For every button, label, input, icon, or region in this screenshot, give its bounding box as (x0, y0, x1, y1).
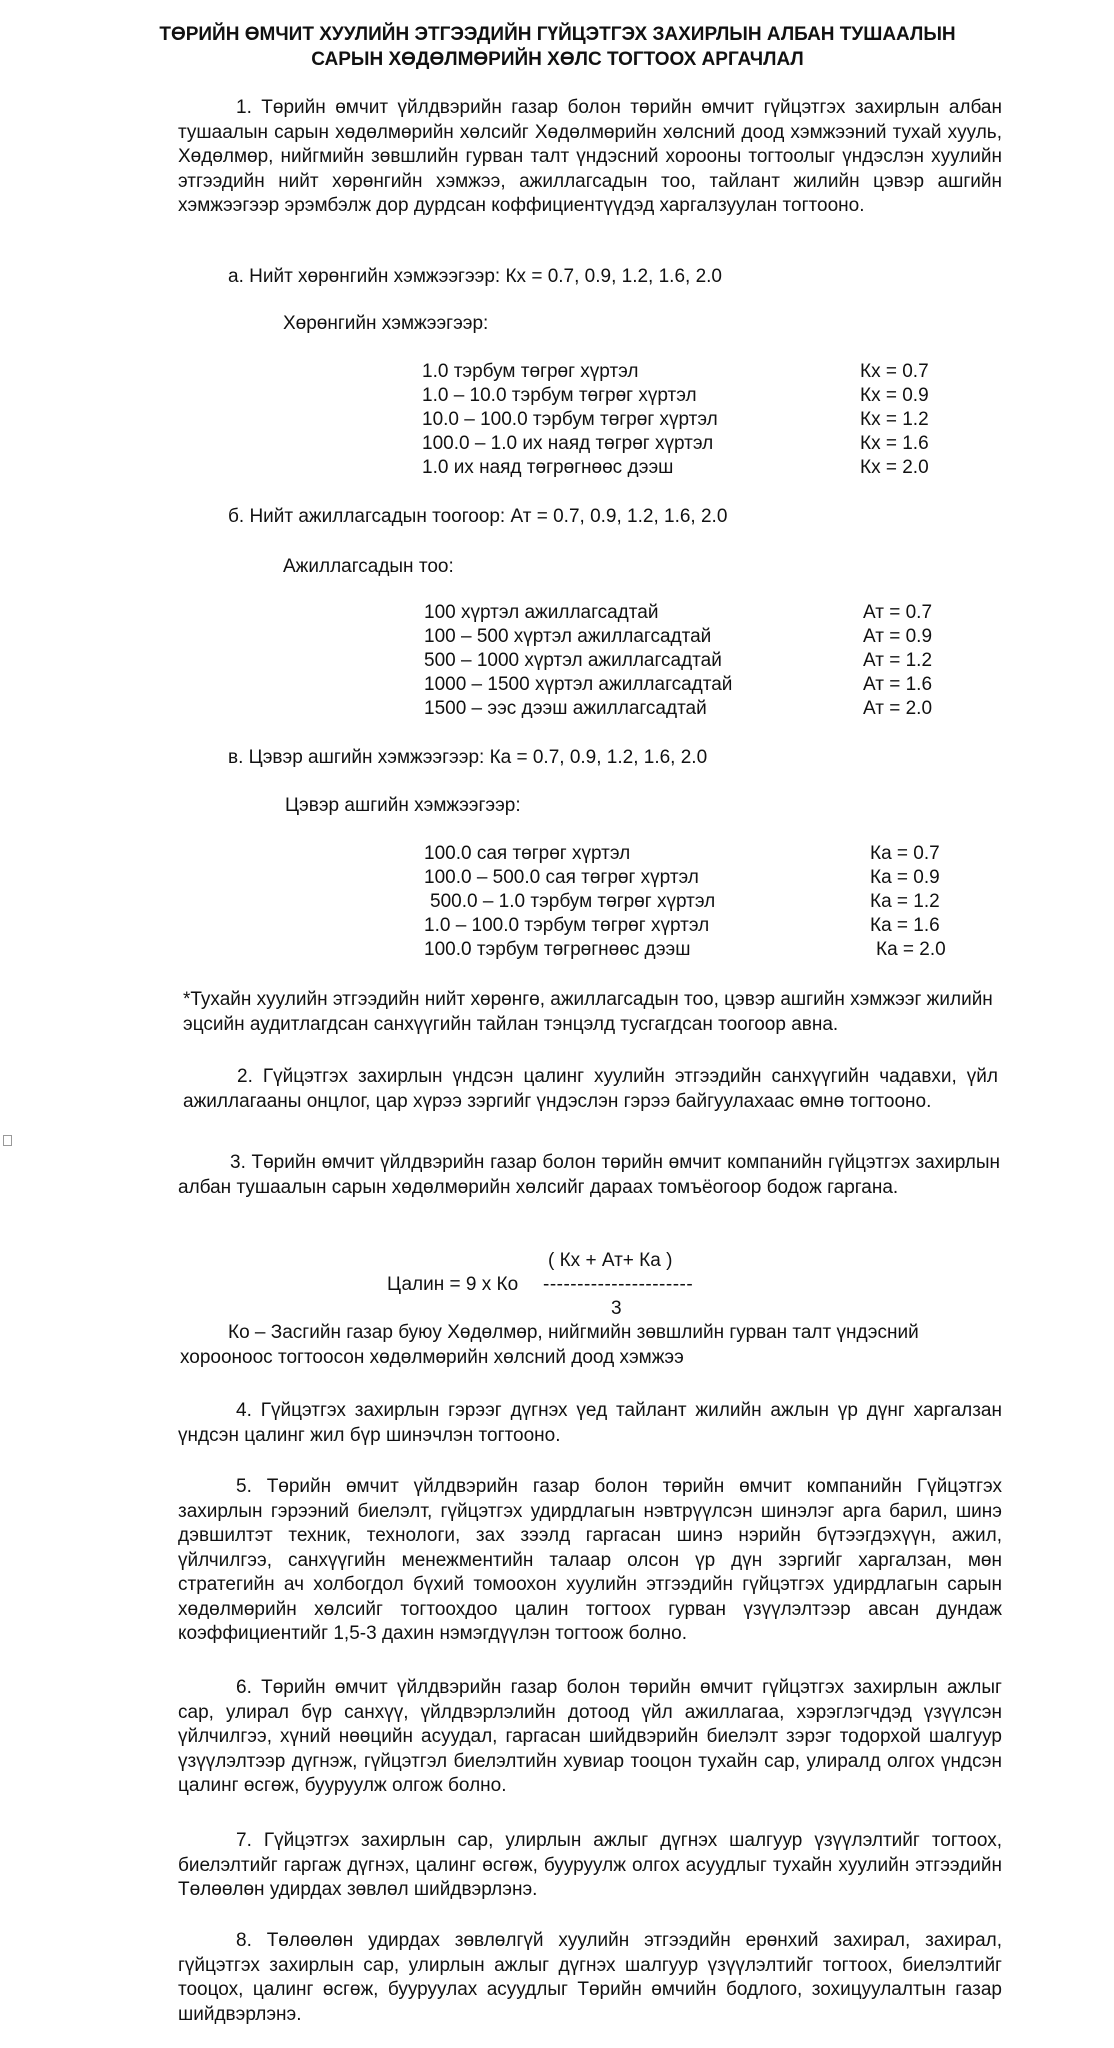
paragraph-3: 3. Төрийн өмчит үйлдвэрийн газар болон төрийн өмчит компанийн гүйцэтгэх захирлын албан тушаалын сарын хөдөлмөрийн хөлсийг дараах томъёогоор бодож гаргана. (178, 1152, 1000, 1198)
paragraph-4: 4. Гүйцэтгэх захирлын гэрээг дүгнэх үед тайлант жилийн ажлын үр дүнг харгалзан үндсэн цалинг жил бүр шинэчлэн тогтооно. (178, 1400, 1002, 1446)
section-a-subheading: Хөрөнгийн хэмжээгээр: (283, 313, 489, 334)
section-c-heading: в. Цэвэр ашгийн хэмжээгээр: Ка = 0.7, 0.9, 1.2, 1.6, 2.0 (228, 747, 708, 768)
page-marker (3, 1135, 12, 1146)
section-b-subheading: Ажиллагсадын тоо: (283, 556, 454, 577)
document-page: ТӨРИЙН ӨМЧИТ ХУУЛИЙН ЭТГЭЭДИЙН ГҮЙЦЭТГЭХ ЗАХИРЛЫН АЛБАН ТУШААЛЫН САРЫН ХӨДӨЛМӨРИЙН ХӨЛС ТОГТООХ АРГАЧЛАЛ 1. Төрийн өмчит үйлдвэрийн газар болон төрийн өмчит гүйцэтгэх захирлын албан тушаалын сарын хөдөлмөрийн хөлсийг Хөдөлмөрийн хөлсний доод хэмжээний тухай хууль, Хөдөлмөр, нийгмийн зөвшлийн гурван талт үндэсний хорооны тогтоолыг үндэслэн хуулийн этгээдийн нийт хөрөнгийн хэмжээ, ажиллагсадын тоо, тайлант жилийн цэвэр ашгийн хэмжээгээр эрэмбэлж дор дурдсан коффициентүүдэд харгалзуулан тогтооно. а. Нийт хөрөнгийн хэмжээгээр: Кх = 0.7, 0.9, 1.2, 1.6, 2.0 Хөрөнгийн хэмжээгээр: 1.0 тэрбум төгрөг хүртэл Кх = 0.7 1.0 – 10.0 тэрбум төгрөг хүртэл Кх = 0.9 10.0 – 100.0 тэрбум төгрөг хүртэл Кх = 1.2 100.0 – 1.0 их наяд төгрөг хүртэл Кх = 1.6 1.0 их наяд төгрөгнөөс дээш Кх = 2.0 б. Нийт ажиллагсадын тоогоор: Ат = 0.7, 0.9, 1.2, 1.6, 2.0 Ажиллагсадын тоо: 100 хүртэл ажиллагсадтай Ат = 0.7 100 – 500 хүртэл ажиллагсадтай Ат = 0.9 500 – 1000 хүртэл ажиллагсадтай Ат = 1.2 1000 – 1500 хүртэл ажиллагсадтай Ат = 1.6 1500 – ээс дээш ажиллагсадтай Ат = 2.0 в. Цэвэр ашгийн хэмжээгээр: Ка = 0.7, 0.9, 1.2, 1.6, 2.0 Цэвэр ашгийн хэмжээгээр: 100.0 сая төгрөг хүртэл Ка = 0.7 100.0 – 500.0 сая төгрөг хүртэл Ка = 0.9 500.0 – 1.0 тэрбум төгрөг хүртэл Ка = 1.2 1.0 – 100.0 тэрбум төгрөг хүртэл Ка = 1.6 100.0 тэрбум төгрөгнөөс дээш Ка = 2.0 *Тухайн хуулийн этгээдийн нийт хөрөнгө, ажиллагсадын тоо, цэвэр ашгийн хэмжээг жилийн эцсийн аудитлагдсан санхүүгийн тайлан тэнцэлд тусгагдсан тоогоор авна. 2. Гүйцэтгэх захирлын үндсэн цалинг хуулийн этгээдийн санхүүгийн чадавхи, үйл ажиллагааны онцлог, цар хүрээ зэргийг үндэслэн гэрээ байгуулахаас өмнө тогтооно. 3. Төрийн өмчит үйлдвэрийн газар болон төрийн өмчит компанийн гүйцэтгэх захирлын албан тушаалын сарын хөдөлмөрийн хөлсийг дараах томъёогоор бодож гаргана. ( Кх + Ат+ Ка ) Цалин = 9 х Ко ---------------------- 3 Ко – Засгийн газар буюу Хөдөлмөр, нийгмийн зөвшлийн гурван талт үндэсний хорооноос тогтоосон хөдөлмөрийн хөлсний доод хэмжээ 4. Гүйцэтгэх захирлын гэрээг дүгнэх үед тайлант жилийн ажлын үр дүнг харгалзан үндсэн цалинг жил бүр шинэчлэн тогтооно. 5. Төрийн өмчит үйлдвэрийн газар болон төрийн өмчит компанийн Гүйцэтгэх захирлын гэрээний биелэлт, гүйцэтгэх удирдлагын нэвтрүүлсэн шинэлэг арга барил, шинэ дэвшилтэт техник, технологи, зах зээлд гаргасан шинэ нэрийн бүтээгдэхүүн, ажил, үйлчилгээ, санхүүгийн менежментийн талаар олсон үр дүн зэргийг харгалзан, мөн стратегийн ач холбогдол бүхий томоохон хуулийн этгээдийн гүйцэтгэх удирдлагын сарын хөдөлмөрийн хөлсийг тогтоохдоо цалин тогтоох гурван үзүүлэлтээр авсан дундаж коэффициентийг 1,5-3 дахин нэмэгдүүлэн тогтоож болно. 6. Төрийн өмчит үйлдвэрийн газар болон төрийн өмчит гүйцэтгэх захирлын ажлыг сар, улирал бүр санхүү, үйлдвэрлэлийн дотоод үйл ажиллагаа, хэрэглэгчдэд үзүүлсэн үйлчилгээ, хүний нөөцийн асуудал, гаргасан шийдвэрийн биелэлт зэрэг тодорхой шалгуур үзүүлэлтээр дүгнэж, гүйцэтгэл биелэлтийн хувиар тооцон тухайн сар, улиралд олгох үндсэн цалинг өсгөж, бууруулж олгож болно. 7. Гүйцэтгэх захирлын сар, улирлын ажлыг дүгнэх шалгуур үзүүлэлтийг тогтоох, биелэлтийг гаргаж дүгнэх, цалинг өсгөж, бууруулж олгох асуудлыг тухайн хуулийн этгээдийн Төлөөлөн удирдах зөвлөл шийдвэрлэнэ. 8. Төлөөлөн удирдах зөвлөлгүй хуулийн этгээдийн ерөнхий захирал, захирал, гүйцэтгэх захирлын сар, улирлын ажлыг дүгнэх шалгуур үзүүлэлтийг тогтоох, биелэлтийг тооцох, цалинг өсгөж, бууруулах асуудлыг Төрийн өмчийн бодлого, зохицуулалтын газар шийдвэрлэнэ. (0, 0, 1114, 2048)
paragraph-8: 8. Төлөөлөн удирдах зөвлөлгүй хуулийн этгээдийн ерөнхий захирал, захирал, гүйцэтгэх захирлын сар, улирлын ажлыг дүгнэх шалгуур үзүүлэлтийг тогтоох, биелэлтийг тооцох, цалинг өсгөж, бууруулах асуудлыг Төрийн өмчийн бодлого, зохицуулалтын газар шийдвэрлэнэ. (178, 1930, 1002, 2025)
formula-fraction-bar: ---------------------- (543, 1274, 694, 1295)
document-title: ТӨРИЙН ӨМЧИТ ХУУЛИЙН ЭТГЭЭДИЙН ГҮЙЦЭТГЭХ ЗАХИРЛЫН АЛБАН ТУШААЛЫН САРЫН ХӨДӨЛМӨРИЙН ХӨЛС ТОГТООХ АРГАЧЛАЛ (159, 24, 956, 70)
paragraph-5: 5. Төрийн өмчит үйлдвэрийн газар болон төрийн өмчит компанийн Гүйцэтгэх захирлын гэрээний биелэлт, гүйцэтгэх удирдлагын нэвтрүүлсэн шинэлэг арга барил, шинэ дэвшилтэт техник, технологи, зах зээлд гаргасан шинэ нэрийн бүтээгдэхүүн, ажил, үйлчилгээ, санхүүгийн менежментийн талаар олсон үр дүн зэргийг харгалзан, мөн стратегийн ач холбогдол бүхий томоохон хуулийн этгээдийн гүйцэтгэх удирдлагын сарын хөдөлмөрийн хөлсийг тогтоохдоо цалин тогтоох гурван үзүүлэлтээр авсан дундаж коэффициентийг 1,5-3 дахин нэмэгдүүлэн тогтоож болно. (178, 1476, 1002, 1644)
section-c-subheading: Цэвэр ашгийн хэмжээгээр: (285, 795, 521, 816)
section-a-heading: а. Нийт хөрөнгийн хэмжээгээр: Кх = 0.7, 0.9, 1.2, 1.6, 2.0 (228, 266, 722, 287)
ko-definition: Ко – Засгийн газар буюу Хөдөлмөр, нийгмийн зөвшлийн гурван талт үндэсний хорооноос тогтоосон хөдөлмөрийн хөлсний доод хэмжээ (180, 1322, 919, 1368)
paragraph-7: 7. Гүйцэтгэх захирлын сар, улирлын ажлыг дүгнэх шалгуур үзүүлэлтийг тогтоох, биелэлтийг гаргаж дүгнэх, цалинг өсгөж, бууруулж олгох асуудлыг тухайн хуулийн этгээдийн Төлөөлөн удирдах зөвлөл шийдвэрлэнэ. (178, 1830, 1002, 1900)
footnote: *Тухайн хуулийн этгээдийн нийт хөрөнгө, ажиллагсадын тоо, цэвэр ашгийн хэмжээг жилийн эцсийн аудитлагдсан санхүүгийн тайлан тэнцэлд тусгагдсан тоогоор авна. (183, 989, 993, 1035)
section-b-heading: б. Нийт ажиллагсадын тоогоор: Ат = 0.7, 0.9, 1.2, 1.6, 2.0 (228, 506, 728, 527)
paragraph-2: 2. Гүйцэтгэх захирлын үндсэн цалинг хуулийн этгээдийн санхүүгийн чадавхи, үйл ажиллагааны онцлог, цар хүрээ зэргийг үндэслэн гэрээ байгуулахаас өмнө тогтооно. (183, 1066, 998, 1112)
formula-lhs: Цалин = 9 х Ко (387, 1274, 519, 1295)
paragraph-1: 1. Төрийн өмчит үйлдвэрийн газар болон төрийн өмчит гүйцэтгэх захирлын албан тушаалын сарын хөдөлмөрийн хөлсийг Хөдөлмөрийн хөлсний доод хэмжээний тухай хууль, Хөдөлмөр, нийгмийн зөвшлийн гурван талт үндэсний хорооны тогтоолыг үндэслэн хуулийн этгээдийн нийт хөрөнгийн хэмжээ, ажиллагсадын тоо, тайлант жилийн цэвэр ашгийн хэмжээгээр эрэмбэлж дор дурдсан коффициентүүдэд харгалзуулан тогтооно. (178, 97, 1002, 216)
paragraph-6: 6. Төрийн өмчит үйлдвэрийн газар болон төрийн өмчит гүйцэтгэх захирлын ажлыг сар, улирал бүр санхүү, үйлдвэрлэлийн дотоод үйл ажиллагаа, хэрэглэгчдэд үзүүлсэн үйлчилгээ, хүний нөөцийн асуудал, гаргасан шийдвэрийн биелэлт зэрэг тодорхой шалгуур үзүүлэлтээр дүгнэж, гүйцэтгэл биелэлтийн хувиар тооцон тухайн сар, улиралд олгох үндсэн цалинг өсгөж, бууруулж олгож болно. (178, 1677, 1002, 1796)
formula-denominator: 3 (611, 1298, 622, 1319)
formula-numerator: ( Кх + Ат+ Ка ) (548, 1250, 673, 1271)
